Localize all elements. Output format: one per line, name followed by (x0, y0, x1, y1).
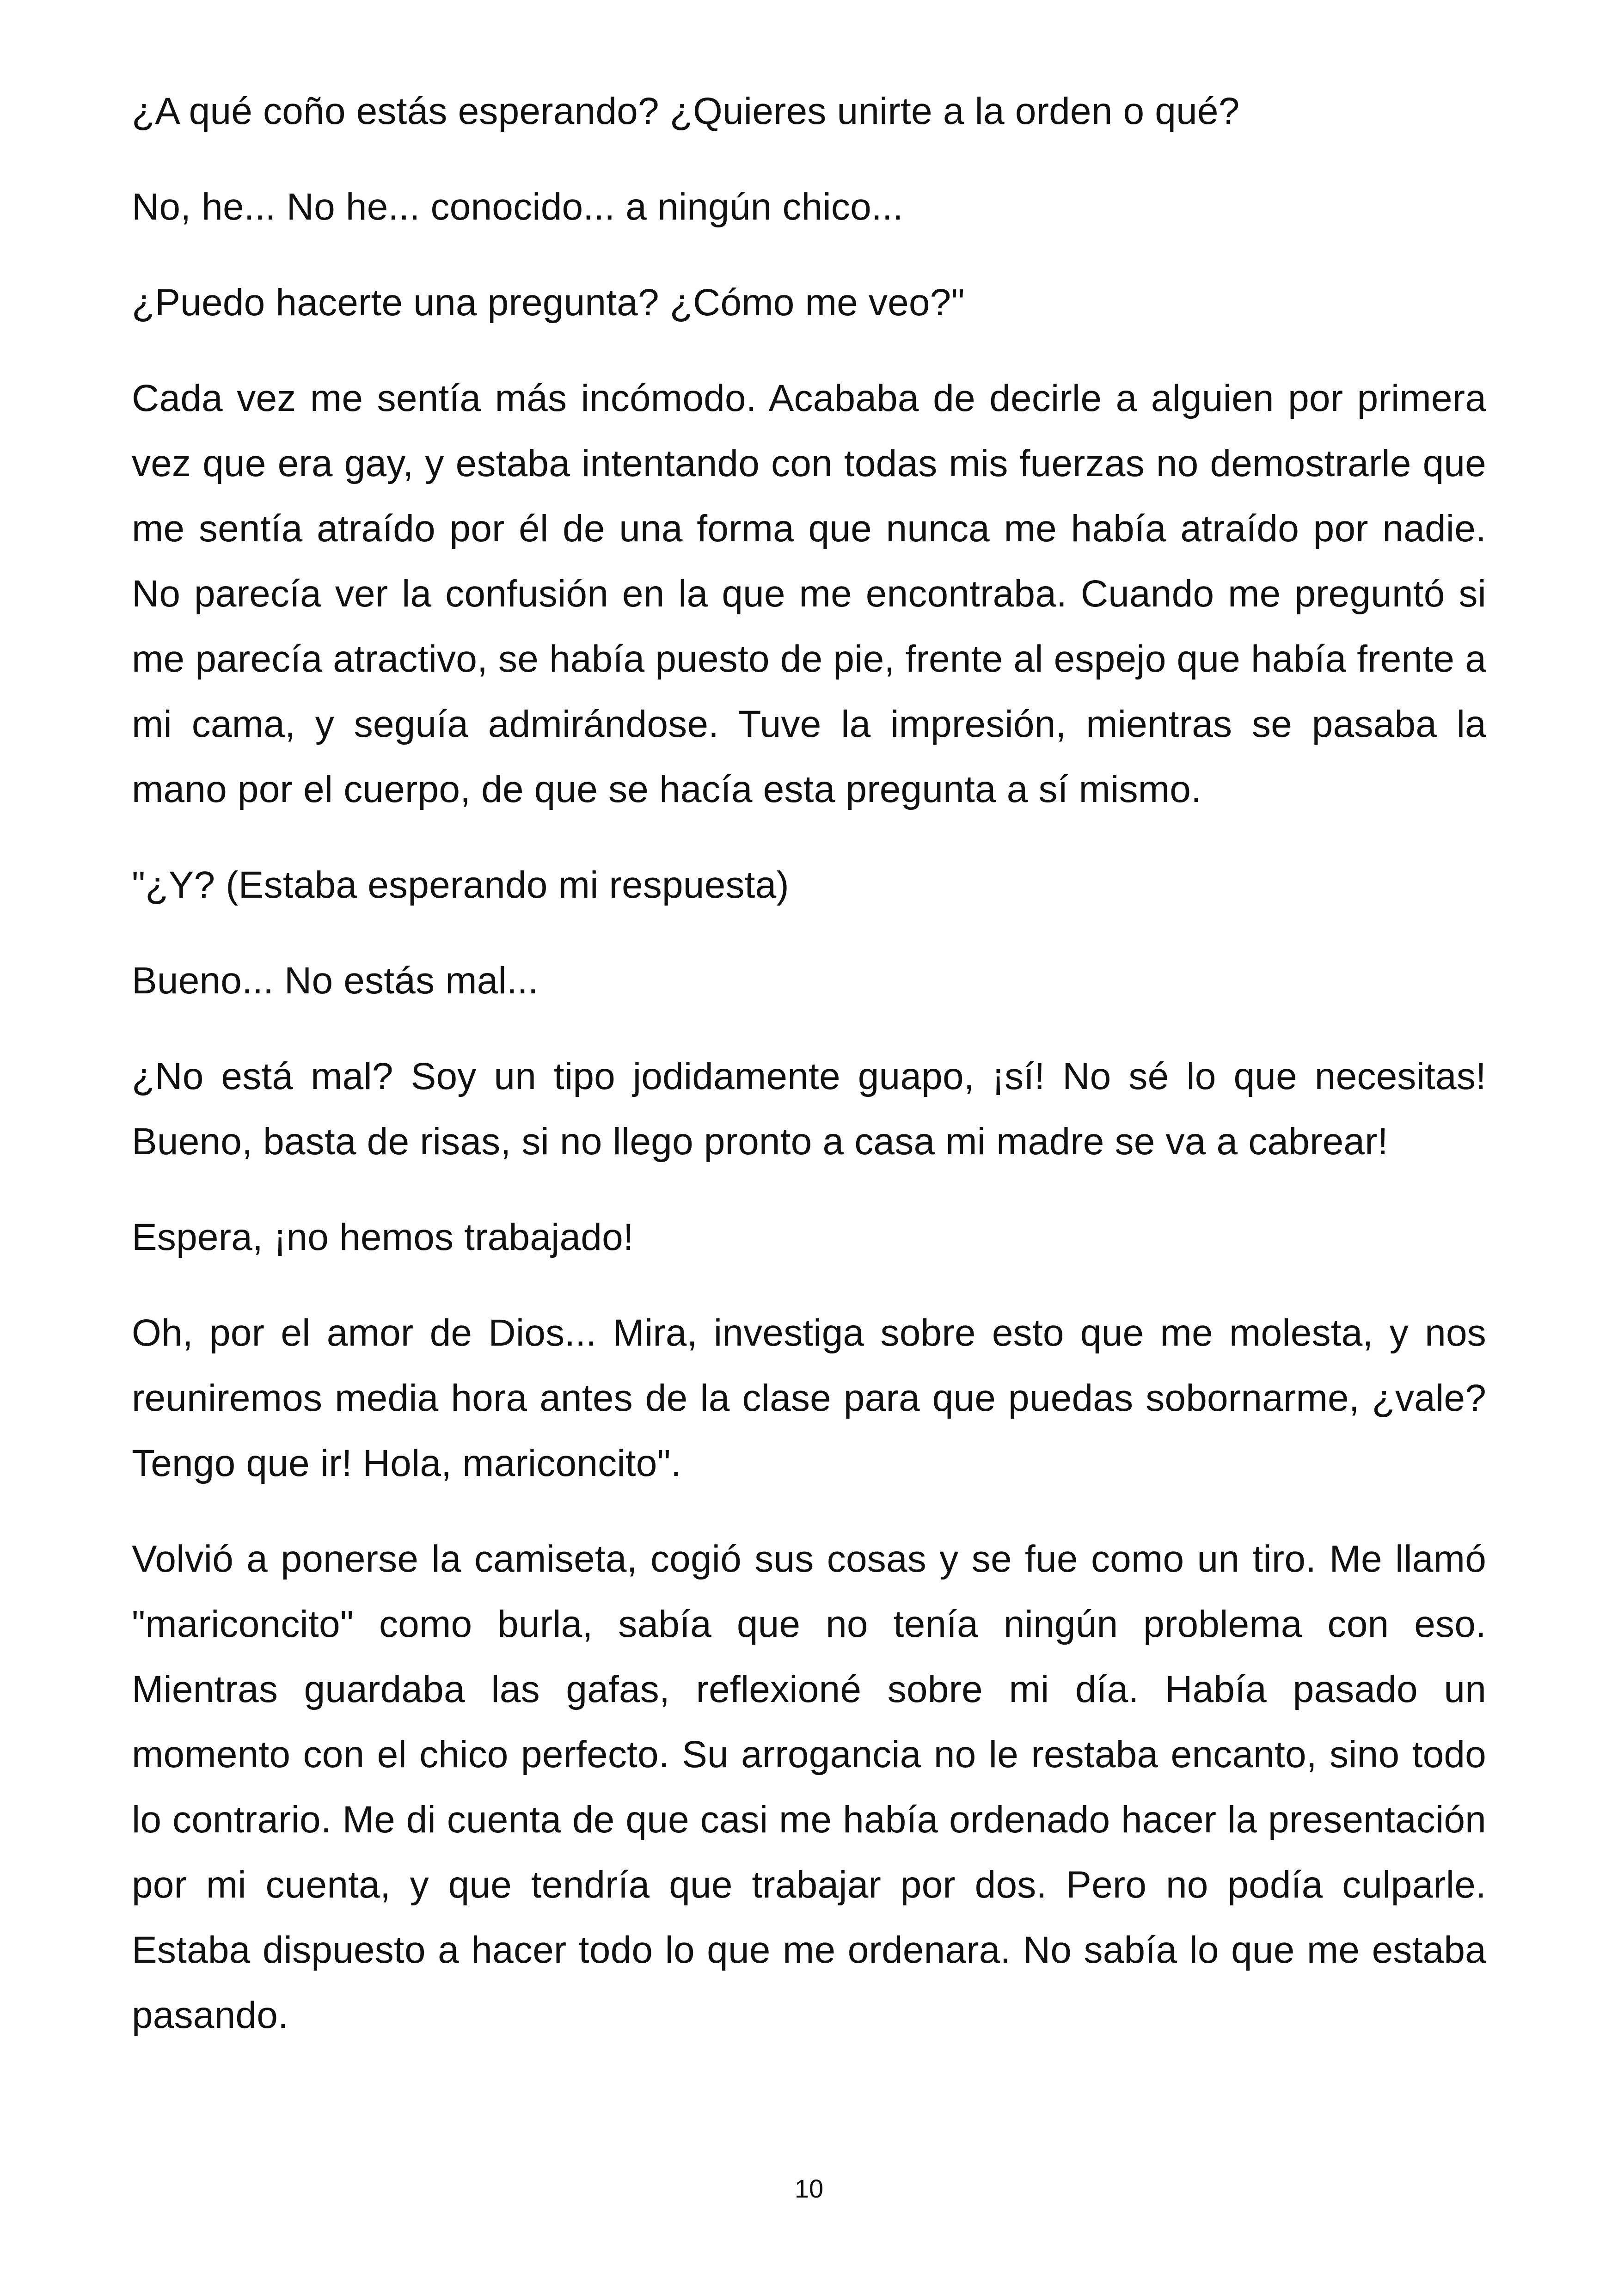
paragraph-question-order: ¿A qué coño estás esperando? ¿Quieres unirte a la orden o qué? (132, 90, 1240, 132)
body-text (132, 79, 1486, 2078)
paragraph-incomodo: Cada vez me sentía más incómodo. Acababa de decirle a alguien por primera vez que era gay, y estaba intentando con todas mis fuerzas no demostrarle que me sentía atraído por él de una forma que nunca me había atraído por nadie. No parecía ver la confusión en la que me encontraba. Cuando me preguntó si me parecía atractivo, se había puesto de pie, frente al espejo que había frente a mi cama, y seguía admirándose. Tuve la impresión, mientras se pasaba la mano por el cuerpo, de que se hacía esta pregunta a sí mismo. (132, 377, 1486, 810)
page-number: 10 (794, 2174, 824, 2203)
paragraph-no-hemos-trabajado: Espera, ¡no hemos trabajado! (132, 1216, 634, 1258)
paragraph-esperando-respuesta: "¿Y? (Estaba esperando mi respuesta) (132, 864, 789, 906)
paragraph-por-el-amor-de-dios: Oh, por el amor de Dios... Mira, investiga sobre esto que me molesta, y nos reuniremos media hora antes de la clase para que puedas sobornarme, ¿vale? Tengo que ir! Hola, mariconcito". (132, 1312, 1486, 1484)
paragraph-no-chico: No, he... No he... conocido... a ningún chico... (132, 186, 903, 228)
paragraph-como-me-veo: ¿Puedo hacerte una pregunta? ¿Cómo me veo?" (132, 282, 965, 324)
paragraph-volvio-camiseta: Volvió a ponerse la camiseta, cogió sus cosas y se fue como un tiro. Me llamó "mariconcito" como burla, sabía que no tenía ningún problema con eso. Mientras guardaba las gafas, reflexioné sobre mi día. Había pasado un momento con el chico perfecto. Su arrogancia no le restaba encanto, sino todo lo contrario. Me di cuenta de que casi me había ordenado hacer la presentación por mi cuenta, y que tendría que trabajar por dos. Pero no podía culparle. Estaba dispuesto a hacer todo lo que me ordenara. No sabía lo que me estaba pasando. (132, 1538, 1486, 2036)
paragraph-tipo-guapo: ¿No está mal? Soy un tipo jodidamente guapo, ¡sí! No sé lo que necesitas! Bueno, basta de risas, si no llego pronto a casa mi madre se va a cabrear! (132, 1055, 1486, 1163)
paragraph-no-estas-mal: Bueno... No estás mal... (132, 960, 539, 1002)
